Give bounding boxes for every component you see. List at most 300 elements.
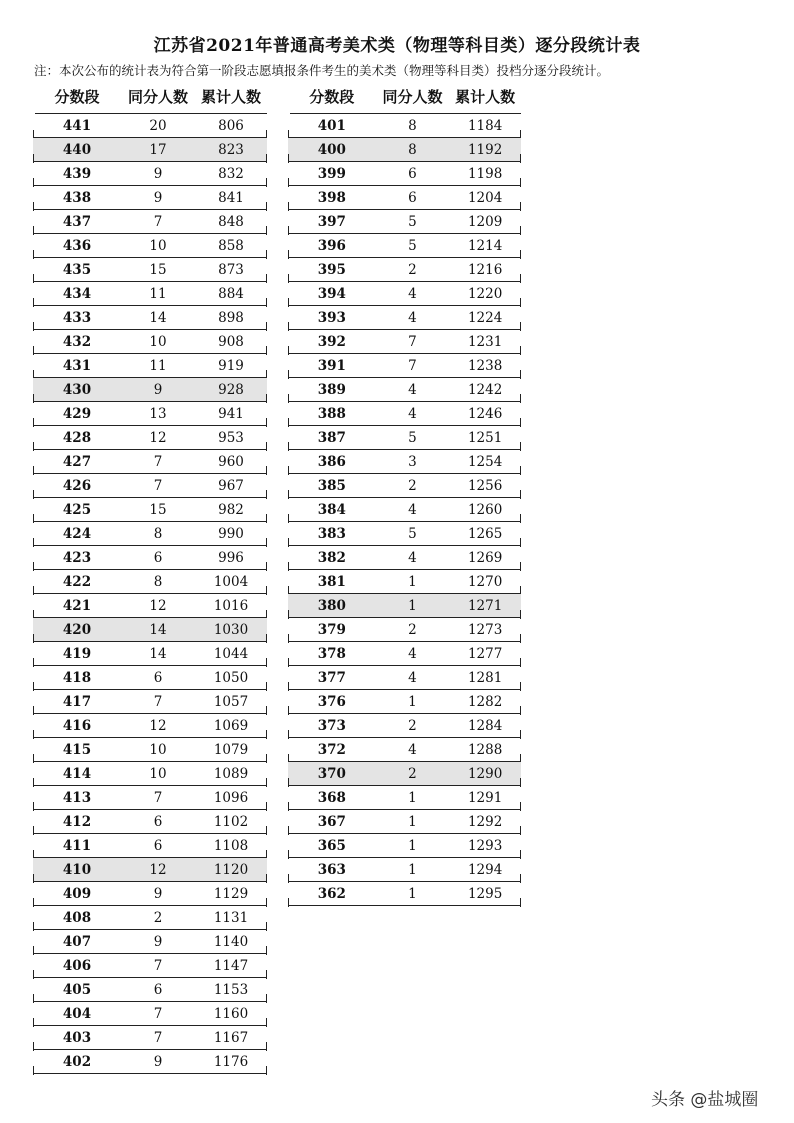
count-cell: 9 (153, 933, 163, 950)
score-cell: 412 (62, 813, 92, 830)
cumulative-cell: 848 (218, 213, 244, 230)
count-cell: 5 (408, 525, 417, 542)
table-header (288, 84, 521, 108)
count-cell: 1 (408, 693, 417, 710)
count-cell: 15 (149, 501, 167, 518)
table-row (288, 882, 521, 906)
count-cell: 4 (408, 309, 417, 326)
cumulative-cell: 1293 (467, 837, 503, 854)
table-row (288, 786, 521, 810)
score-cell: 393 (317, 309, 346, 326)
score-cell: 407 (62, 933, 92, 950)
table-row (288, 186, 521, 210)
cumulative-cell: 1291 (467, 789, 503, 806)
table-row (33, 258, 267, 282)
count-cell: 12 (149, 717, 167, 734)
count-cell: 4 (408, 741, 417, 758)
cumulative-cell: 806 (218, 117, 244, 134)
table-row (33, 114, 267, 138)
cumulative-cell: 996 (218, 549, 244, 566)
table-row (288, 498, 521, 522)
table-row (288, 618, 521, 642)
count-cell: 4 (408, 549, 417, 566)
count-cell: 1 (408, 573, 417, 590)
cumulative-cell: 1153 (213, 981, 249, 998)
table-row (288, 234, 521, 258)
score-cell: 422 (62, 573, 92, 590)
cumulative-cell: 1176 (213, 1053, 249, 1070)
table-row (33, 450, 267, 474)
cumulative-cell: 982 (218, 501, 244, 518)
score-cell: 389 (317, 381, 346, 398)
header-count: 同分人数 (127, 87, 188, 106)
count-cell: 4 (408, 381, 417, 398)
cumulative-cell: 1294 (467, 861, 503, 878)
count-cell: 8 (153, 573, 163, 590)
table-row (33, 714, 267, 738)
header-cumulative: 累计人数 (200, 87, 261, 106)
score-cell: 421 (62, 597, 92, 614)
table-row (33, 762, 267, 786)
count-cell: 4 (408, 669, 417, 686)
score-cell: 377 (317, 669, 346, 686)
table-row (33, 546, 267, 570)
table-row (288, 402, 521, 426)
score-cell: 396 (317, 237, 346, 254)
count-cell: 13 (149, 405, 167, 422)
score-cell: 429 (62, 405, 92, 422)
score-cell: 431 (62, 357, 92, 374)
table-row (288, 426, 521, 450)
table-row (33, 882, 267, 906)
score-cell: 430 (62, 381, 92, 398)
cumulative-cell: 858 (218, 237, 244, 254)
table-row (288, 210, 521, 234)
score-cell: 418 (62, 669, 92, 686)
score-cell: 397 (317, 213, 346, 230)
header-count: 同分人数 (382, 87, 443, 106)
table-row (288, 258, 521, 282)
cumulative-cell: 1079 (213, 741, 249, 758)
score-cell: 386 (317, 453, 346, 470)
score-cell: 434 (62, 285, 92, 302)
count-cell: 6 (153, 837, 163, 854)
table-row (288, 162, 521, 186)
cumulative-cell: 1198 (467, 165, 503, 182)
score-cell: 368 (317, 789, 346, 806)
count-cell: 11 (149, 285, 167, 302)
table-row (33, 930, 267, 954)
cumulative-cell: 1204 (467, 189, 503, 206)
cumulative-cell: 1254 (467, 453, 503, 470)
count-cell: 5 (408, 213, 417, 230)
score-table-left (33, 84, 267, 1074)
table-row (288, 714, 521, 738)
table-row (288, 810, 521, 834)
cumulative-cell: 1284 (467, 717, 503, 734)
count-cell: 1 (408, 597, 417, 614)
count-cell: 14 (149, 621, 167, 638)
score-cell: 416 (62, 717, 92, 734)
count-cell: 2 (153, 909, 163, 926)
cumulative-cell: 908 (218, 333, 244, 350)
table-row (288, 858, 521, 882)
count-cell: 7 (408, 357, 417, 374)
cumulative-cell: 1292 (467, 813, 503, 830)
cumulative-cell: 967 (218, 477, 244, 494)
header-score: 分数段 (309, 87, 355, 106)
cumulative-cell: 1147 (213, 957, 249, 974)
cumulative-cell: 1290 (467, 765, 503, 782)
score-cell: 411 (62, 837, 92, 854)
page-title: 江苏省2021年普通高考美术类（物理等科目类）逐分段统计表 (153, 36, 641, 56)
cumulative-cell: 1140 (213, 933, 249, 950)
cumulative-cell: 919 (218, 357, 244, 374)
count-cell: 2 (408, 717, 417, 734)
score-cell: 441 (62, 117, 92, 134)
score-cell: 415 (62, 741, 92, 758)
table-row (288, 282, 521, 306)
cumulative-cell: 1120 (213, 861, 249, 878)
table-row (33, 834, 267, 858)
score-cell: 423 (62, 549, 92, 566)
table-row (33, 738, 267, 762)
cumulative-cell: 1214 (467, 237, 503, 254)
table-row (33, 522, 267, 546)
table-row (33, 570, 267, 594)
count-cell: 5 (408, 237, 417, 254)
count-cell: 1 (408, 885, 417, 902)
cumulative-cell: 884 (218, 285, 244, 302)
count-cell: 7 (153, 1029, 163, 1046)
cumulative-cell: 1096 (213, 789, 249, 806)
score-cell: 379 (317, 621, 346, 638)
table-row (288, 474, 521, 498)
score-cell: 363 (317, 861, 346, 878)
cumulative-cell: 841 (218, 189, 244, 206)
score-cell: 414 (62, 765, 92, 782)
score-cell: 427 (62, 453, 92, 470)
count-cell: 17 (149, 141, 167, 158)
table-row (33, 666, 267, 690)
table-row (288, 690, 521, 714)
score-cell: 392 (317, 333, 346, 350)
score-cell: 440 (62, 141, 92, 158)
score-cell: 432 (62, 333, 92, 350)
table-row (33, 786, 267, 810)
table-row (288, 330, 521, 354)
table-row (33, 234, 267, 258)
score-cell: 380 (317, 597, 346, 614)
score-cell: 395 (317, 261, 346, 278)
cumulative-cell: 1256 (467, 477, 503, 494)
cumulative-cell: 1108 (213, 837, 249, 854)
cumulative-cell: 1246 (467, 405, 503, 422)
score-cell: 367 (317, 813, 346, 830)
count-cell: 6 (153, 981, 163, 998)
count-cell: 9 (153, 381, 163, 398)
score-cell: 404 (62, 1005, 92, 1022)
score-cell: 391 (317, 357, 346, 374)
cumulative-cell: 953 (218, 429, 244, 446)
cumulative-cell: 960 (218, 453, 244, 470)
cumulative-cell: 1282 (467, 693, 503, 710)
table-row (33, 858, 267, 882)
cumulative-cell: 1216 (467, 261, 503, 278)
table-row (33, 1002, 267, 1026)
count-cell: 8 (408, 141, 417, 158)
count-cell: 7 (153, 213, 163, 230)
count-cell: 6 (153, 813, 163, 830)
cumulative-cell: 898 (218, 309, 244, 326)
score-cell: 406 (62, 957, 92, 974)
table-row (33, 642, 267, 666)
score-cell: 400 (317, 141, 346, 158)
table-row (288, 642, 521, 666)
count-cell: 2 (408, 621, 417, 638)
cumulative-cell: 1016 (213, 597, 249, 614)
count-cell: 2 (408, 261, 417, 278)
score-cell: 383 (317, 525, 346, 542)
count-cell: 10 (149, 765, 167, 782)
cumulative-cell: 941 (218, 405, 244, 422)
table-row (288, 666, 521, 690)
table-row (33, 906, 267, 930)
cumulative-cell: 1044 (213, 645, 249, 662)
count-cell: 15 (149, 261, 167, 278)
cumulative-cell: 1069 (213, 717, 249, 734)
table-row (33, 330, 267, 354)
count-cell: 5 (408, 429, 417, 446)
count-cell: 7 (153, 957, 163, 974)
cumulative-cell: 1004 (213, 573, 249, 590)
score-cell: 370 (317, 765, 346, 782)
cumulative-cell: 1224 (467, 309, 503, 326)
cumulative-cell: 990 (218, 525, 244, 542)
table-row (288, 114, 521, 138)
score-cell: 385 (317, 477, 346, 494)
watermark: 头条 @盐城圈 (651, 1090, 759, 1110)
count-cell: 9 (153, 189, 163, 206)
table-row (33, 162, 267, 186)
score-cell: 438 (62, 189, 92, 206)
cumulative-cell: 1131 (213, 909, 249, 926)
score-cell: 413 (62, 789, 92, 806)
score-cell: 409 (62, 885, 92, 902)
cumulative-cell: 1209 (467, 213, 503, 230)
score-cell: 439 (62, 165, 92, 182)
count-cell: 7 (153, 1005, 163, 1022)
count-cell: 9 (153, 885, 163, 902)
cumulative-cell: 1251 (467, 429, 503, 446)
count-cell: 4 (408, 645, 417, 662)
count-cell: 12 (149, 861, 167, 878)
count-cell: 14 (149, 309, 167, 326)
table-row (288, 378, 521, 402)
table-row (33, 210, 267, 234)
score-table-right (288, 84, 521, 906)
count-cell: 10 (149, 333, 167, 350)
score-cell: 365 (317, 837, 346, 854)
table-row (288, 138, 521, 162)
count-cell: 6 (408, 189, 417, 206)
score-cell: 401 (317, 117, 346, 134)
cumulative-cell: 1295 (467, 885, 503, 902)
table-row (288, 738, 521, 762)
count-cell: 10 (149, 237, 167, 254)
count-cell: 11 (149, 357, 167, 374)
score-cell: 382 (317, 549, 346, 566)
cumulative-cell: 1270 (467, 573, 503, 590)
cumulative-cell: 1242 (467, 381, 503, 398)
score-cell: 381 (317, 573, 346, 590)
count-cell: 7 (153, 693, 163, 710)
score-cell: 376 (317, 693, 346, 710)
count-cell: 4 (408, 405, 417, 422)
count-cell: 1 (408, 861, 417, 878)
score-cell: 405 (62, 981, 92, 998)
score-cell: 398 (317, 189, 346, 206)
cumulative-cell: 1220 (467, 285, 503, 302)
table-row (288, 594, 521, 618)
cumulative-cell: 1167 (213, 1029, 249, 1046)
cumulative-cell: 1057 (213, 693, 249, 710)
score-cell: 428 (62, 429, 92, 446)
table-row (33, 954, 267, 978)
table-row (288, 354, 521, 378)
count-cell: 9 (153, 165, 163, 182)
cumulative-cell: 1269 (467, 549, 503, 566)
header-cumulative: 累计人数 (455, 87, 516, 106)
table-row (33, 354, 267, 378)
cumulative-cell: 1160 (213, 1005, 249, 1022)
table-row (288, 546, 521, 570)
cumulative-cell: 832 (218, 165, 244, 182)
table-row (33, 690, 267, 714)
score-cell: 435 (62, 261, 92, 278)
score-cell: 436 (62, 237, 92, 254)
cumulative-cell: 1231 (467, 333, 503, 350)
table-row (33, 594, 267, 618)
table-note: 注：本次公布的统计表为符合第一阶段志愿填报条件考生的美术类（物理等科目类）投档分逐分段统计。 (34, 63, 610, 78)
table-row (33, 1050, 267, 1074)
count-cell: 6 (153, 549, 163, 566)
score-cell: 433 (62, 309, 92, 326)
cumulative-cell: 1050 (213, 669, 249, 686)
count-cell: 10 (149, 741, 167, 758)
cumulative-cell: 1089 (213, 765, 249, 782)
count-cell: 12 (149, 429, 167, 446)
table-row (288, 306, 521, 330)
count-cell: 1 (408, 813, 417, 830)
table-row (33, 618, 267, 642)
count-cell: 9 (153, 1053, 163, 1070)
table-row (33, 426, 267, 450)
cumulative-cell: 1129 (213, 885, 249, 902)
count-cell: 3 (408, 453, 417, 470)
score-cell: 425 (62, 501, 92, 518)
count-cell: 1 (408, 837, 417, 854)
score-cell: 399 (317, 165, 346, 182)
count-cell: 7 (153, 477, 163, 494)
table-row (33, 810, 267, 834)
table-row (33, 1026, 267, 1050)
count-cell: 7 (153, 789, 163, 806)
count-cell: 4 (408, 501, 417, 518)
table-row (33, 378, 267, 402)
table-row (33, 282, 267, 306)
score-cell: 387 (317, 429, 346, 446)
score-cell: 410 (62, 861, 92, 878)
count-cell: 4 (408, 285, 417, 302)
count-cell: 2 (408, 765, 417, 782)
score-cell: 384 (317, 501, 346, 518)
score-cell: 372 (317, 741, 346, 758)
table-row (288, 522, 521, 546)
score-cell: 394 (317, 285, 346, 302)
table-row (33, 978, 267, 1002)
count-cell: 6 (408, 165, 417, 182)
score-cell: 419 (62, 645, 92, 662)
table-header (33, 84, 267, 108)
cumulative-cell: 873 (218, 261, 244, 278)
cumulative-cell: 1260 (467, 501, 503, 518)
count-cell: 20 (149, 117, 167, 134)
cumulative-cell: 1271 (467, 597, 503, 614)
cumulative-cell: 1265 (467, 525, 503, 542)
score-cell: 388 (317, 405, 346, 422)
table-row (288, 570, 521, 594)
table-body (288, 114, 521, 906)
score-cell: 378 (317, 645, 346, 662)
table-row (288, 450, 521, 474)
score-cell: 403 (62, 1029, 92, 1046)
count-cell: 14 (149, 645, 167, 662)
score-cell: 362 (317, 885, 346, 902)
score-cell: 437 (62, 213, 92, 230)
cumulative-cell: 1281 (467, 669, 503, 686)
count-cell: 7 (408, 333, 417, 350)
header-score: 分数段 (54, 87, 100, 106)
count-cell: 8 (408, 117, 417, 134)
table-row (33, 402, 267, 426)
cumulative-cell: 1288 (467, 741, 503, 758)
cumulative-cell: 1273 (467, 621, 503, 638)
cumulative-cell: 1030 (213, 621, 249, 638)
table-row (33, 186, 267, 210)
score-cell: 373 (317, 717, 346, 734)
count-cell: 1 (408, 789, 417, 806)
cumulative-cell: 1184 (467, 117, 503, 134)
table-row (33, 498, 267, 522)
cumulative-cell: 1277 (467, 645, 503, 662)
score-cell: 417 (62, 693, 92, 710)
table-row (33, 138, 267, 162)
score-cell: 426 (62, 477, 92, 494)
count-cell: 8 (153, 525, 163, 542)
table-body (33, 114, 267, 1074)
count-cell: 12 (149, 597, 167, 614)
cumulative-cell: 823 (218, 141, 244, 158)
score-cell: 420 (62, 621, 92, 638)
cumulative-cell: 1102 (213, 813, 249, 830)
count-cell: 6 (153, 669, 163, 686)
cumulative-cell: 928 (218, 381, 244, 398)
table-row (288, 762, 521, 786)
count-cell: 7 (153, 453, 163, 470)
cumulative-cell: 1192 (467, 141, 503, 158)
count-cell: 2 (408, 477, 417, 494)
